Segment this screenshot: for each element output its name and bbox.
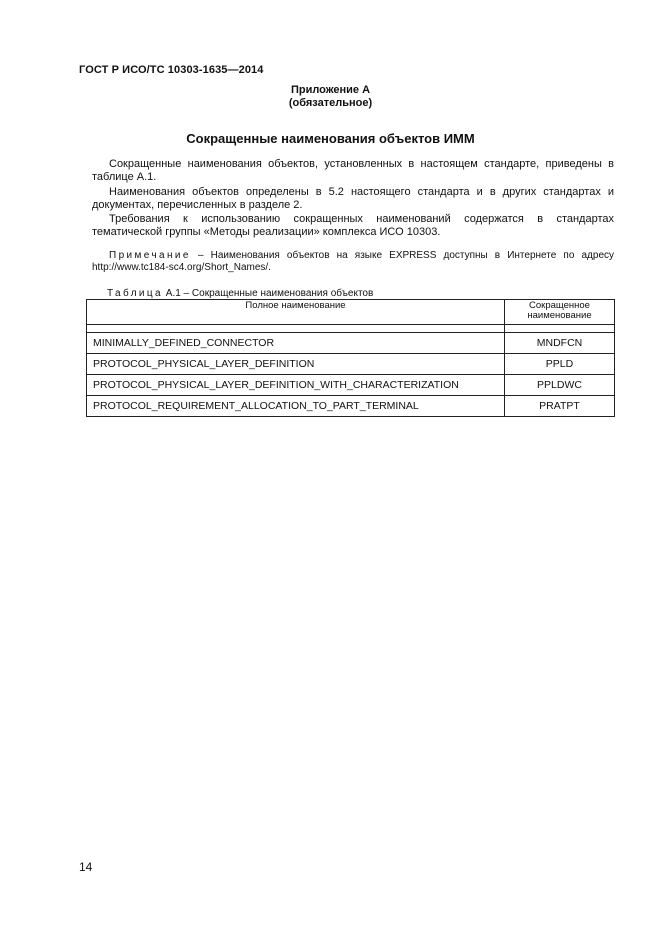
short-name-cell: PPLD	[505, 354, 615, 375]
table-caption-text: А.1 – Сокращенные наименования объектов	[163, 288, 374, 299]
paragraph-1-line-1: Сокращенные наименования объектов, установленных в настоящем стандарте, приведены в	[109, 158, 614, 170]
note-text-1: – Наименования объектов на языке EXPRESS доступны в Интернете по адресу	[190, 250, 614, 261]
short-name-cell: PPLDWC	[505, 375, 615, 396]
standard-code: ГОСТ Р ИСО/ТС 10303-1635—2014	[79, 64, 264, 76]
note-label: Примечание	[109, 250, 191, 261]
paragraph-1	[92, 158, 614, 184]
table-spacer	[87, 325, 615, 333]
table-row	[87, 354, 615, 375]
paragraph-3	[92, 213, 614, 239]
page-number: 14	[79, 860, 93, 874]
table-caption-label: Таблица	[107, 288, 164, 299]
paragraph-2	[92, 186, 614, 212]
note	[92, 250, 614, 274]
note-link[interactable]: http://www.tc184-sc4.org/Short_Names/.	[92, 262, 271, 273]
paragraph-3-line-2: тематической группы «Методы реализации» комплекса ИСО 10303.	[92, 226, 441, 238]
table-caption	[107, 288, 373, 299]
header-full-name: Полное наименование	[87, 300, 505, 325]
table-row	[87, 375, 615, 396]
section-title: Сокращенные наименования объектов ИММ	[186, 131, 475, 146]
paragraph-2-line-1: Наименования объектов определены в 5.2 настоящего стандарта и в других стандартах и	[109, 186, 614, 198]
appendix-title: Приложение А	[290, 84, 371, 96]
table-row	[87, 333, 615, 354]
full-name-cell: PROTOCOL_PHYSICAL_LAYER_DEFINITION	[87, 354, 505, 375]
short-name-cell: MNDFCN	[505, 333, 615, 354]
paragraph-1-line-2: таблице А.1.	[92, 171, 157, 183]
table-header-row	[87, 300, 615, 325]
paragraph-3-line-1: Требования к использованию сокращенных наименований содержатся в стандартах	[109, 213, 614, 225]
paragraph-2-line-2: документах, перечисленных в разделе 2.	[92, 199, 303, 211]
abbreviations-table	[86, 299, 615, 417]
full-name-cell: MINIMALLY_DEFINED_CONNECTOR	[87, 333, 505, 354]
full-name-cell: PROTOCOL_REQUIREMENT_ALLOCATION_TO_PART_TERMINAL	[87, 396, 505, 417]
header-short-name-line-1: Сокращенное	[529, 300, 590, 311]
table-row	[87, 396, 615, 417]
header-short-name	[505, 300, 615, 325]
header-short-name-line-2: наименование	[527, 310, 592, 321]
short-name-cell: PRATPT	[505, 396, 615, 417]
full-name-cell: PROTOCOL_PHYSICAL_LAYER_DEFINITION_WITH_CHARACTERIZATION	[87, 375, 505, 396]
note-line-1	[92, 250, 614, 262]
appendix-status: (обязательное)	[288, 97, 373, 109]
